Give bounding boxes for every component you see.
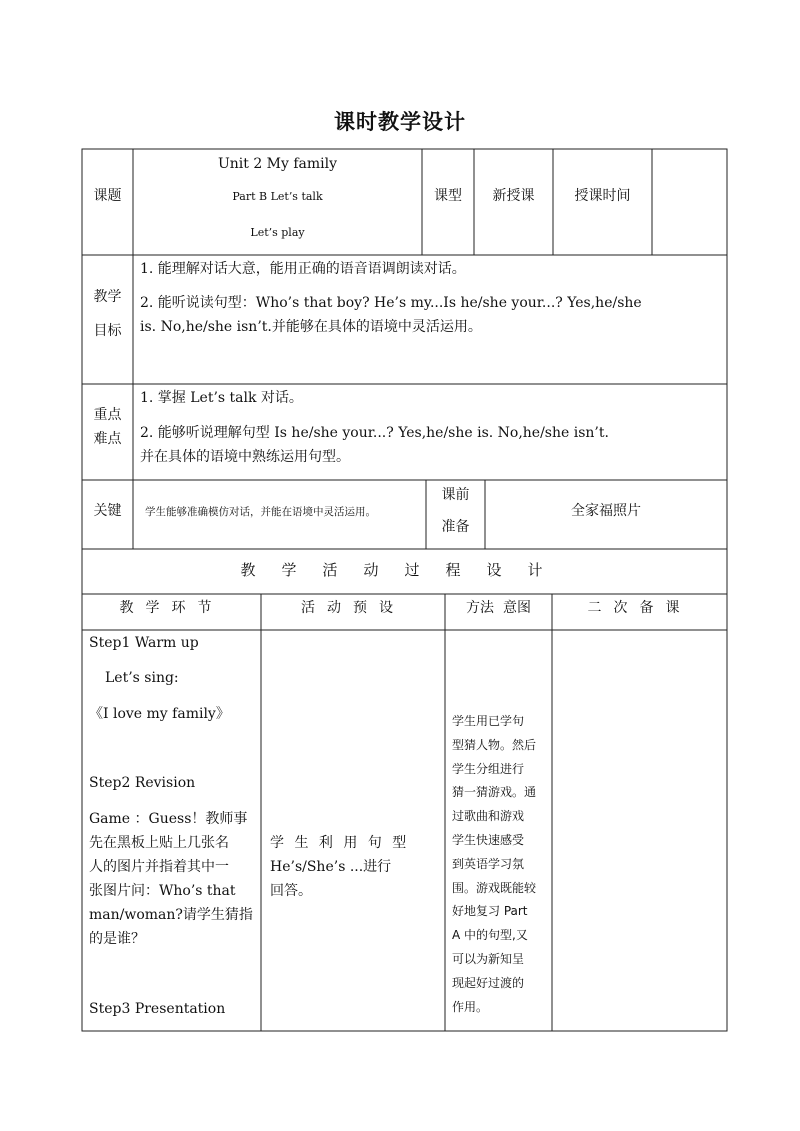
activity-line-3: 回答。 xyxy=(270,883,312,899)
type-label: 课型 xyxy=(434,188,462,204)
keypoint-line-2a: 2. 能够听说理解句型 Is he/she your...? Yes,he/she is. No,he/she isn’t. xyxy=(140,425,609,441)
method-line: 作用。 xyxy=(452,999,489,1014)
step2-heading: Step2 Revision xyxy=(89,775,196,791)
game-line-3: 人的图片并指着其中一 xyxy=(89,859,229,875)
play-title: Let’s play xyxy=(250,226,305,239)
step3-heading: Step3 Presentation xyxy=(89,1001,226,1017)
key-text: 学生能够准确模仿对话，并能在语境中灵活运用。 xyxy=(145,506,376,518)
activity-line-2: He’s/She’s ...进行 xyxy=(270,859,392,875)
step1-heading: Step1 Warm up xyxy=(89,635,199,651)
keypoints-label-1: 重点 xyxy=(93,407,122,423)
method-line: A 中的句型,又 xyxy=(452,928,528,943)
prep-label-1: 课前 xyxy=(441,487,470,503)
objective-line-1: 1. 能理解对话大意，能用正确的语音语调朗读对话。 xyxy=(140,261,466,277)
game-line-6: 的是谁？ xyxy=(89,931,145,947)
objective-line-2a: 2. 能听说读句型：Who’s that boy? He’s my...Is he/she your...? Yes,he/she xyxy=(140,295,642,311)
method-line: 围。游戏既能较 xyxy=(452,880,537,895)
method-line: 过歌曲和游戏 xyxy=(452,809,525,824)
activity-line-1: 学 生 利 用 句 型 xyxy=(270,835,410,851)
part-title: Part B Let’s talk xyxy=(232,190,323,203)
time-label: 授课时间 xyxy=(574,188,631,204)
method-line: 学生快速感受 xyxy=(452,832,525,847)
method-line: 现起好过渡的 xyxy=(452,975,525,990)
process-heading: 教学活动过程设计 xyxy=(240,561,569,579)
game-line-4: 张图片问：Who’s that xyxy=(89,883,236,899)
page-title: 课时教学设计 xyxy=(334,110,466,134)
game-line-1: Game ：Guess！教师事 xyxy=(89,811,248,827)
objectives-label-2: 目标 xyxy=(93,323,122,339)
topic-label: 课题 xyxy=(93,188,122,204)
keypoints-label-2: 难点 xyxy=(93,431,122,447)
game-line-5: man/woman?请学生猜指 xyxy=(89,907,253,923)
col-header-second-prep: 二次备课 xyxy=(587,600,692,616)
step1-sing: Let’s sing: xyxy=(105,670,179,686)
unit-title: Unit 2 My family xyxy=(217,156,338,172)
method-line: 型猜人物。然后 xyxy=(452,737,537,752)
method-line: 好地复习 Part xyxy=(452,904,528,919)
keypoint-line-2b: 并在具体的语境中熟练运用句型。 xyxy=(140,449,350,465)
method-line: 到英语学习氛 xyxy=(452,856,525,871)
method-line: 猜一猜游戏。通 xyxy=(452,785,537,800)
method-line: 学生用已学句 xyxy=(452,714,525,728)
type-value: 新授课 xyxy=(492,188,535,204)
method-text xyxy=(452,710,536,1019)
objectives-label-1: 教学 xyxy=(93,289,122,305)
prep-label-2: 准备 xyxy=(441,519,470,535)
method-line: 学生分组进行 xyxy=(452,761,525,776)
game-line-2: 先在黑板上贴上几张名 xyxy=(89,835,229,851)
keypoint-line-1: 1. 掌握 Let’s talk 对话。 xyxy=(140,390,303,406)
objective-line-2b: is. No,he/she isn’t.并能够在具体的语境中灵活运用。 xyxy=(140,319,482,335)
col-header-method: 方法 意图 xyxy=(466,600,531,616)
step1-song: 《I love my family》 xyxy=(89,706,230,722)
method-line: 可以为新知呈 xyxy=(452,951,525,966)
col-header-activity: 活动预设 xyxy=(301,600,405,616)
prep-value: 全家福照片 xyxy=(571,503,641,519)
col-header-steps: 教学环节 xyxy=(119,600,224,616)
key-label: 关键 xyxy=(93,503,122,519)
